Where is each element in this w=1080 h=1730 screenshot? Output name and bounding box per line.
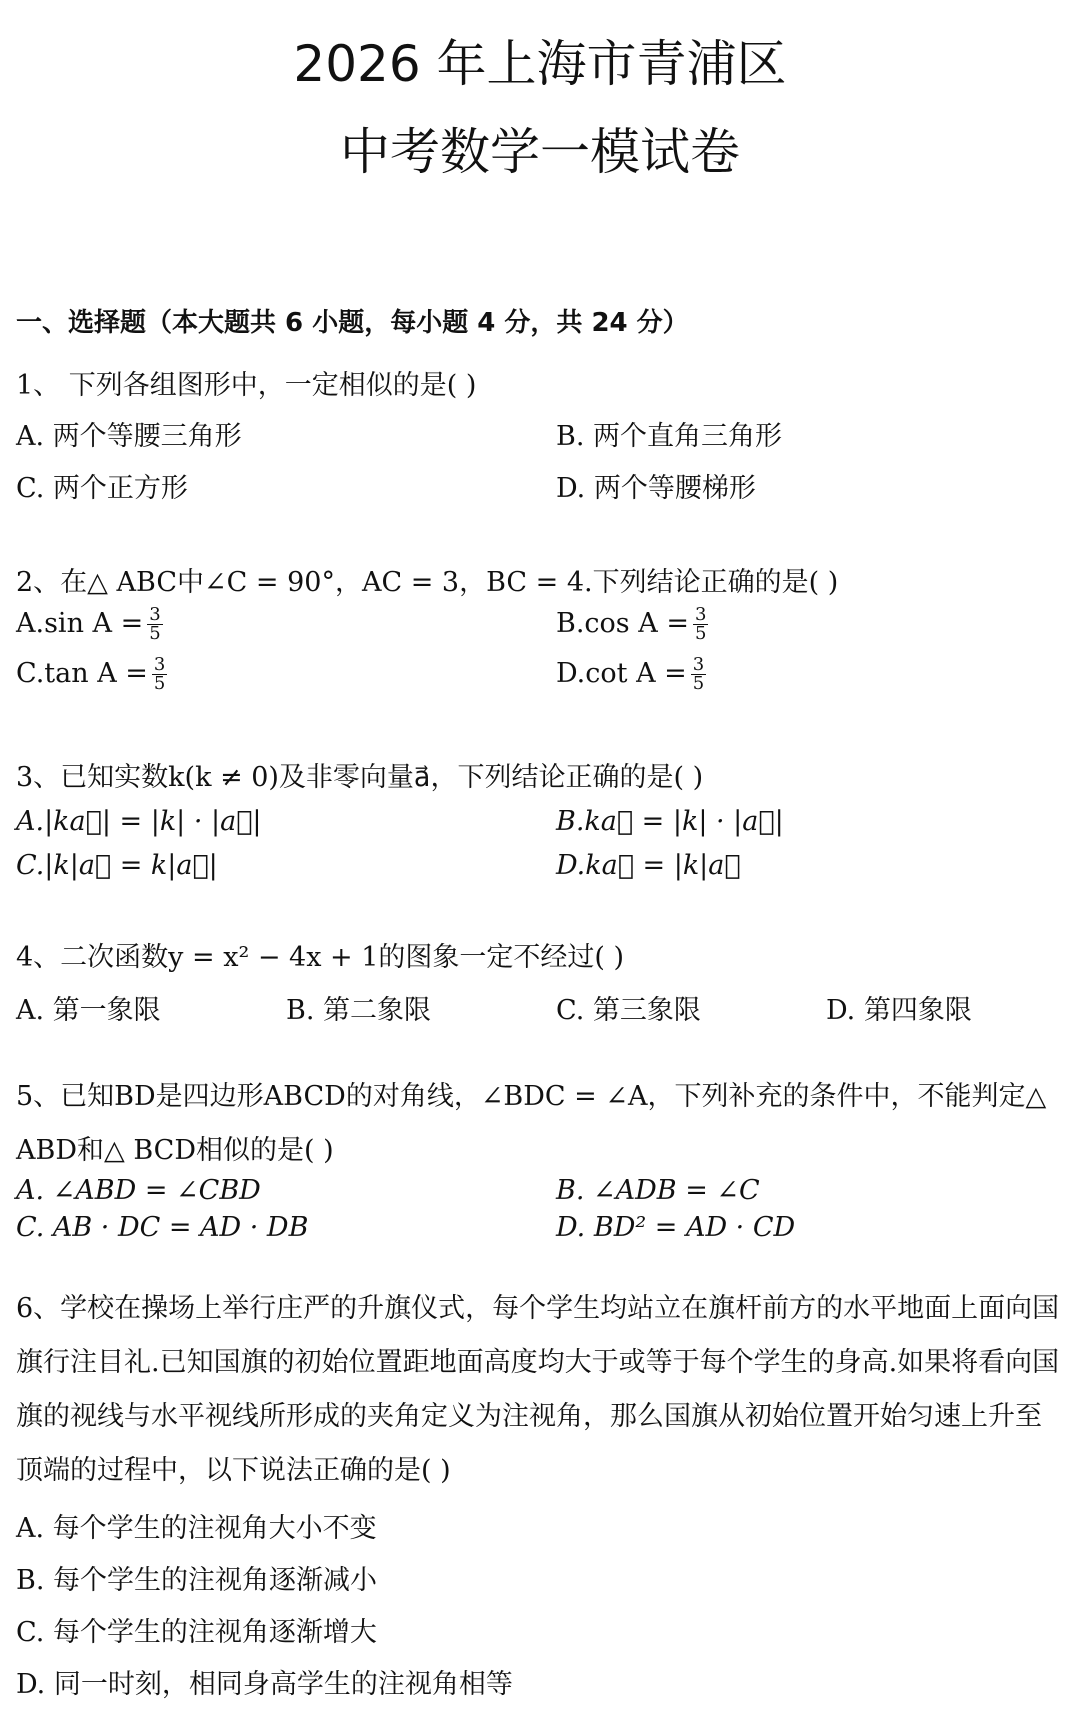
q2-option-a-label: A.sin A = <box>16 608 144 639</box>
fraction <box>691 656 706 693</box>
fraction-denominator: 5 <box>153 673 166 694</box>
q5-stem: 5、已知BD是四边形ABCD的对角线，∠BDC = ∠A，下列补充的条件中，不能判定△ ABD和△ BCD相似的是( ) <box>16 1081 1047 1166</box>
q5-option-d: D. BD² = AD · CD <box>556 1212 796 1243</box>
q6-option-a: A. 每个学生的注视角大小不变 <box>16 1513 377 1544</box>
q6-option-c: C. 每个学生的注视角逐渐增大 <box>16 1617 377 1648</box>
fraction <box>693 606 708 643</box>
q2-stem: 2、在△ ABC中∠C = 90°，AC = 3，BC = 4.下列结论正确的是( ) <box>16 567 839 598</box>
q2-option-b <box>556 606 708 643</box>
fraction-denominator: 5 <box>692 673 705 694</box>
q5-option-b: B. ∠ADB = ∠C <box>556 1175 760 1206</box>
q4-option-a: A. 第一象限 <box>16 995 161 1026</box>
q2-option-d <box>556 656 706 693</box>
q1-stem: 1、 下列各组图形中，一定相似的是( ) <box>16 370 477 401</box>
q5-option-a: A. ∠ABD = ∠CBD <box>16 1175 261 1206</box>
section-heading: 一、选择题（本大题共 6 小题，每小题 4 分，共 24 分） <box>16 308 689 338</box>
q4-option-d: D. 第四象限 <box>826 995 972 1026</box>
fraction-numerator: 3 <box>694 604 707 625</box>
q1-option-b: B. 两个直角三角形 <box>556 421 783 452</box>
exam-title-line2: 中考数学一模试卷 <box>340 123 740 181</box>
q3-option-a: A.|ka⃗| = |k| · |a⃗| <box>16 806 262 837</box>
fraction-numerator: 3 <box>153 654 166 675</box>
q3-option-b: B.ka⃗ = |k| · |a⃗| <box>556 806 784 837</box>
q2-option-b-label: B.cos A = <box>556 608 689 639</box>
q1-option-a: A. 两个等腰三角形 <box>16 421 242 452</box>
q2-option-d-label: D.cot A = <box>556 658 687 689</box>
q6-stem: 6、学校在操场上举行庄严的升旗仪式，每个学生均站立在旗杆前方的水平地面上面向国旗行注目礼.已知国旗的初始位置距地面高度均大于或等于每个学生的身高.如果将看向国旗的视线与水平视线所形成的夹角定义为注视角，那么国旗从初始位置开始匀速上升至顶端的过程中，以下说法正确的是( ) <box>16 1293 1060 1486</box>
exam-title-line1: 2026 年上海市青浦区 <box>293 35 787 93</box>
q1-option-c: C. 两个正方形 <box>16 473 188 504</box>
fraction <box>152 656 167 693</box>
fraction-denominator: 5 <box>694 623 707 644</box>
fraction <box>147 606 162 643</box>
q2-option-c-label: C.tan A = <box>16 658 148 689</box>
q4-option-b: B. 第二象限 <box>286 995 432 1026</box>
q5-option-c: C. AB · DC = AD · DB <box>16 1212 309 1243</box>
q2-option-c <box>16 656 167 693</box>
q2-option-a <box>16 606 163 643</box>
q4-option-c: C. 第三象限 <box>556 995 701 1026</box>
fraction-numerator: 3 <box>692 654 705 675</box>
fraction-denominator: 5 <box>149 623 161 644</box>
q6-option-d: D. 同一时刻，相同身高学生的注视角相等 <box>16 1669 513 1700</box>
q3-option-d: D.ka⃗ = |k|a⃗ <box>556 850 741 881</box>
q3-option-c: C.|k|a⃗ = k|a⃗| <box>16 850 218 881</box>
q6-option-b: B. 每个学生的注视角逐渐减小 <box>16 1565 378 1596</box>
fraction-numerator: 3 <box>149 604 161 625</box>
q4-stem: 4、二次函数y = x² − 4x + 1的图象一定不经过( ) <box>16 942 625 973</box>
q1-option-d: D. 两个等腰梯形 <box>556 473 756 504</box>
q3-stem: 3、已知实数k(k ≠ 0)及非零向量a⃗，下列结论正确的是( ) <box>16 762 704 793</box>
